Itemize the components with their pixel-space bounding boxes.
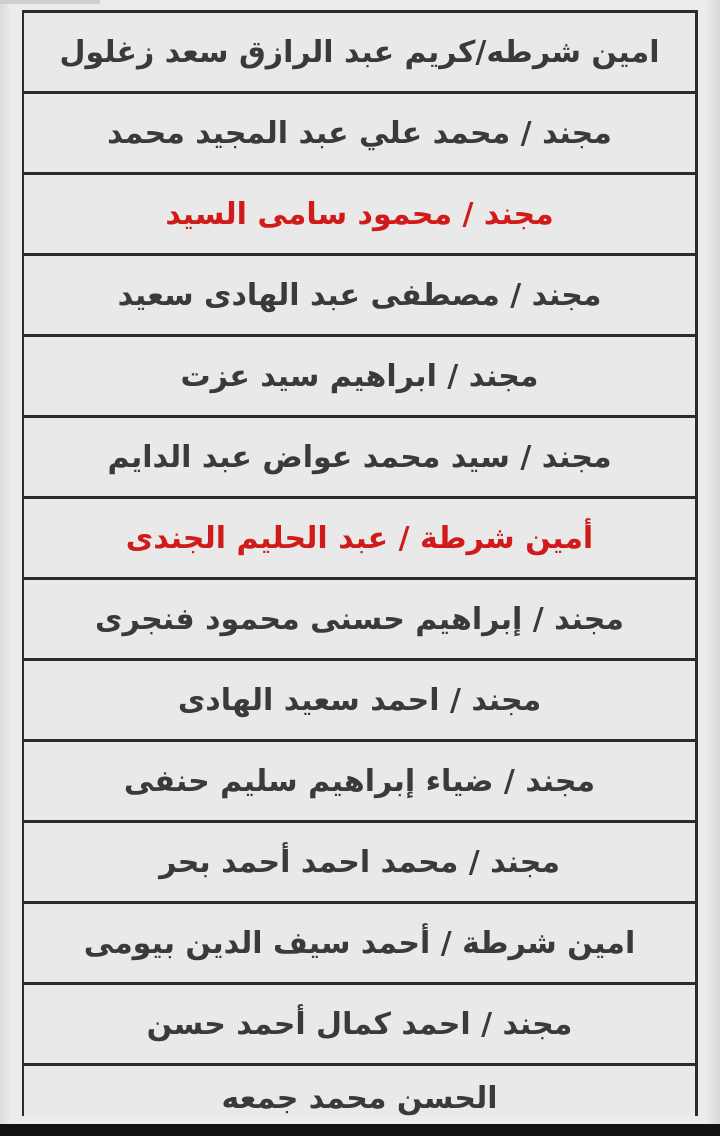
- table-row-highlighted: [23, 498, 697, 579]
- name-cell: مجند / إبراهيم حسنى محمود فنجرى: [23, 579, 697, 660]
- name-cell: امين شرطة / أحمد سيف الدين بيومى: [23, 903, 697, 984]
- name-cell: مجند / محمد احمد أحمد بحر: [23, 822, 697, 903]
- table-row: [23, 255, 697, 336]
- table-row: [23, 822, 697, 903]
- name-cell: امين شرطه/كريم عبد الرازق سعد زغلول: [23, 12, 697, 93]
- names-table: [22, 10, 698, 1116]
- name-cell: مجند / مصطفى عبد الهادى سعيد: [23, 255, 697, 336]
- name-cell: مجند / احمد سعيد الهادى: [23, 660, 697, 741]
- table-row: [23, 12, 697, 93]
- table-row: [23, 579, 697, 660]
- table-row: [23, 417, 697, 498]
- table-row: [23, 660, 697, 741]
- table-row: [23, 903, 697, 984]
- name-cell: مجند / سيد محمد عواض عبد الدايم: [23, 417, 697, 498]
- table-row-partial: [23, 1065, 697, 1117]
- table-row: [23, 93, 697, 174]
- top-edge-tab: [0, 0, 100, 4]
- name-cell: مجند / محمد علي عبد المجيد محمد: [23, 93, 697, 174]
- name-cell: أمين شرطة / عبد الحليم الجندى: [23, 498, 697, 579]
- name-cell: مجند / محمود سامى السيد: [23, 174, 697, 255]
- table-row: [23, 336, 697, 417]
- name-cell: الحسن محمد جمعه: [23, 1065, 697, 1117]
- table-row-highlighted: [23, 174, 697, 255]
- table-row: [23, 984, 697, 1065]
- table-row: [23, 741, 697, 822]
- bottom-edge-bar: [0, 1124, 720, 1136]
- name-cell: مجند / ابراهيم سيد عزت: [23, 336, 697, 417]
- name-cell: مجند / ضياء إبراهيم سليم حنفى: [23, 741, 697, 822]
- name-cell: مجند / احمد كمال أحمد حسن: [23, 984, 697, 1065]
